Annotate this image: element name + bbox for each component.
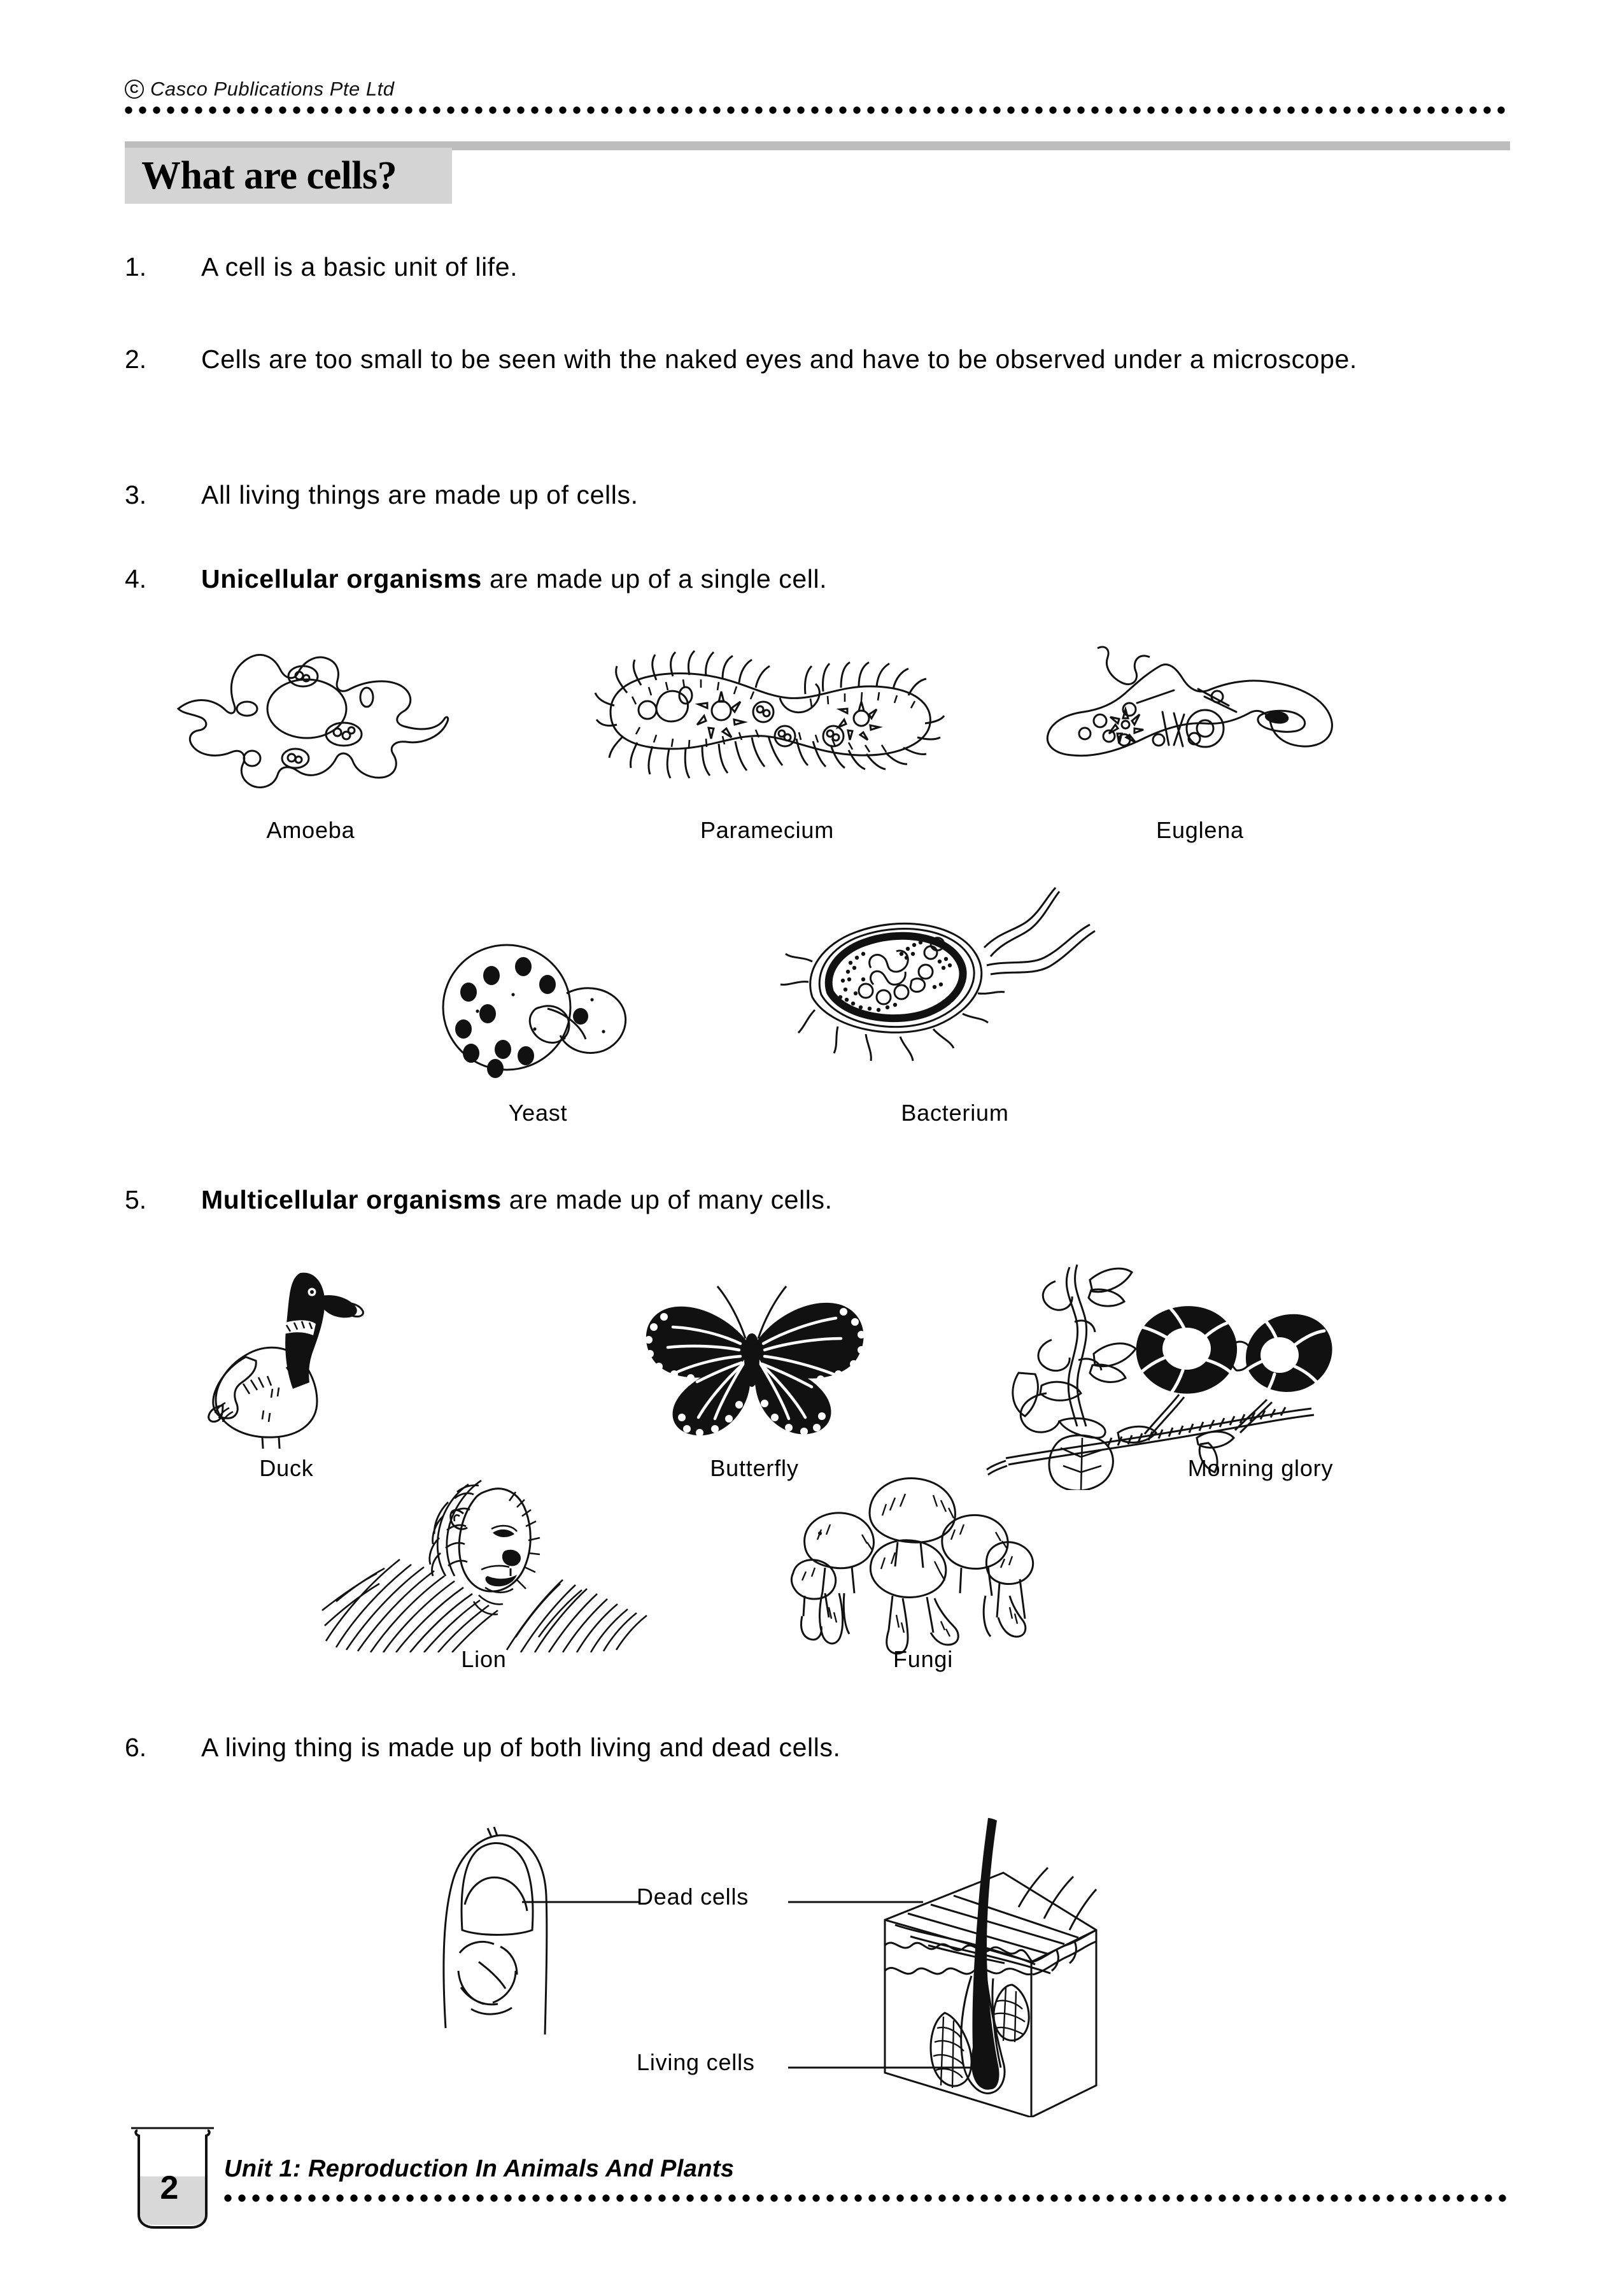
list-item [125,341,1462,378]
list-item [125,1181,1462,1218]
figure-caption: Bacterium [901,1100,1009,1126]
list-item [125,560,1462,597]
item-text: A living thing is made up of both living and dead cells. [201,1733,841,1762]
living-cells-label: Living cells [637,2049,755,2075]
item-text: Cells are too small to be seen with the naked eyes and have to be observed under a microscope. [201,344,1357,374]
item-text: A cell is a basic unit of life. [201,252,518,281]
euglena-figure [1038,643,1362,793]
item-number: 5. [125,1185,147,1214]
figure-caption: Butterfly [710,1455,799,1481]
figure-caption: Morning glory [1187,1455,1334,1481]
list-item [125,476,1462,513]
item-text-rest: are made up of a single cell. [481,564,828,593]
item-number: 4. [125,564,147,593]
item-number: 6. [125,1733,147,1762]
figure-caption: Lion [461,1646,507,1672]
figure-caption: Duck [259,1455,314,1481]
unit-title: Unit 1: Reproduction In Animals And Plants [224,2155,735,2182]
butterfly-figure [621,1280,888,1439]
item-text-rest: are made up of many cells. [501,1185,833,1214]
page-title: What are cells? [141,153,397,197]
list-item [125,248,1462,285]
figure-caption: Euglena [1156,817,1244,843]
item-text [201,1181,833,1218]
dead-cells-label: Dead cells [637,1884,749,1910]
item-keyword: Multicellular organisms [201,1185,502,1214]
item-text: All living things are made up of cells. [201,480,639,509]
fungi-figure [783,1471,1038,1656]
figure-caption: Paramecium [700,817,835,843]
paramecium-figure [589,643,945,796]
item-text [201,560,827,597]
duck-figure [204,1264,376,1449]
item-number: 2. [125,344,147,374]
copyright-text: Casco Publications Pte Ltd [150,78,395,100]
page-number: 2 [160,2169,179,2206]
figure-caption: Amoeba [266,817,355,843]
item-number: 3. [125,480,147,509]
amoeba-figure [171,634,451,793]
copyright-icon: C [125,80,144,99]
footer-dotted-rule [224,2193,1511,2203]
list-item [125,1729,1462,1766]
figure-caption: Yeast [508,1100,568,1126]
yeast-figure [433,936,643,1083]
morning-glory-figure [980,1235,1362,1490]
lion-figure [318,1474,713,1652]
item-number: 1. [125,252,147,281]
bacterium-figure [777,885,1133,1083]
figure-caption: Fungi [893,1646,954,1672]
header-dotted-rule [125,105,1510,115]
copyright-notice [125,78,395,101]
item-keyword: Unicellular organisms [201,564,482,593]
